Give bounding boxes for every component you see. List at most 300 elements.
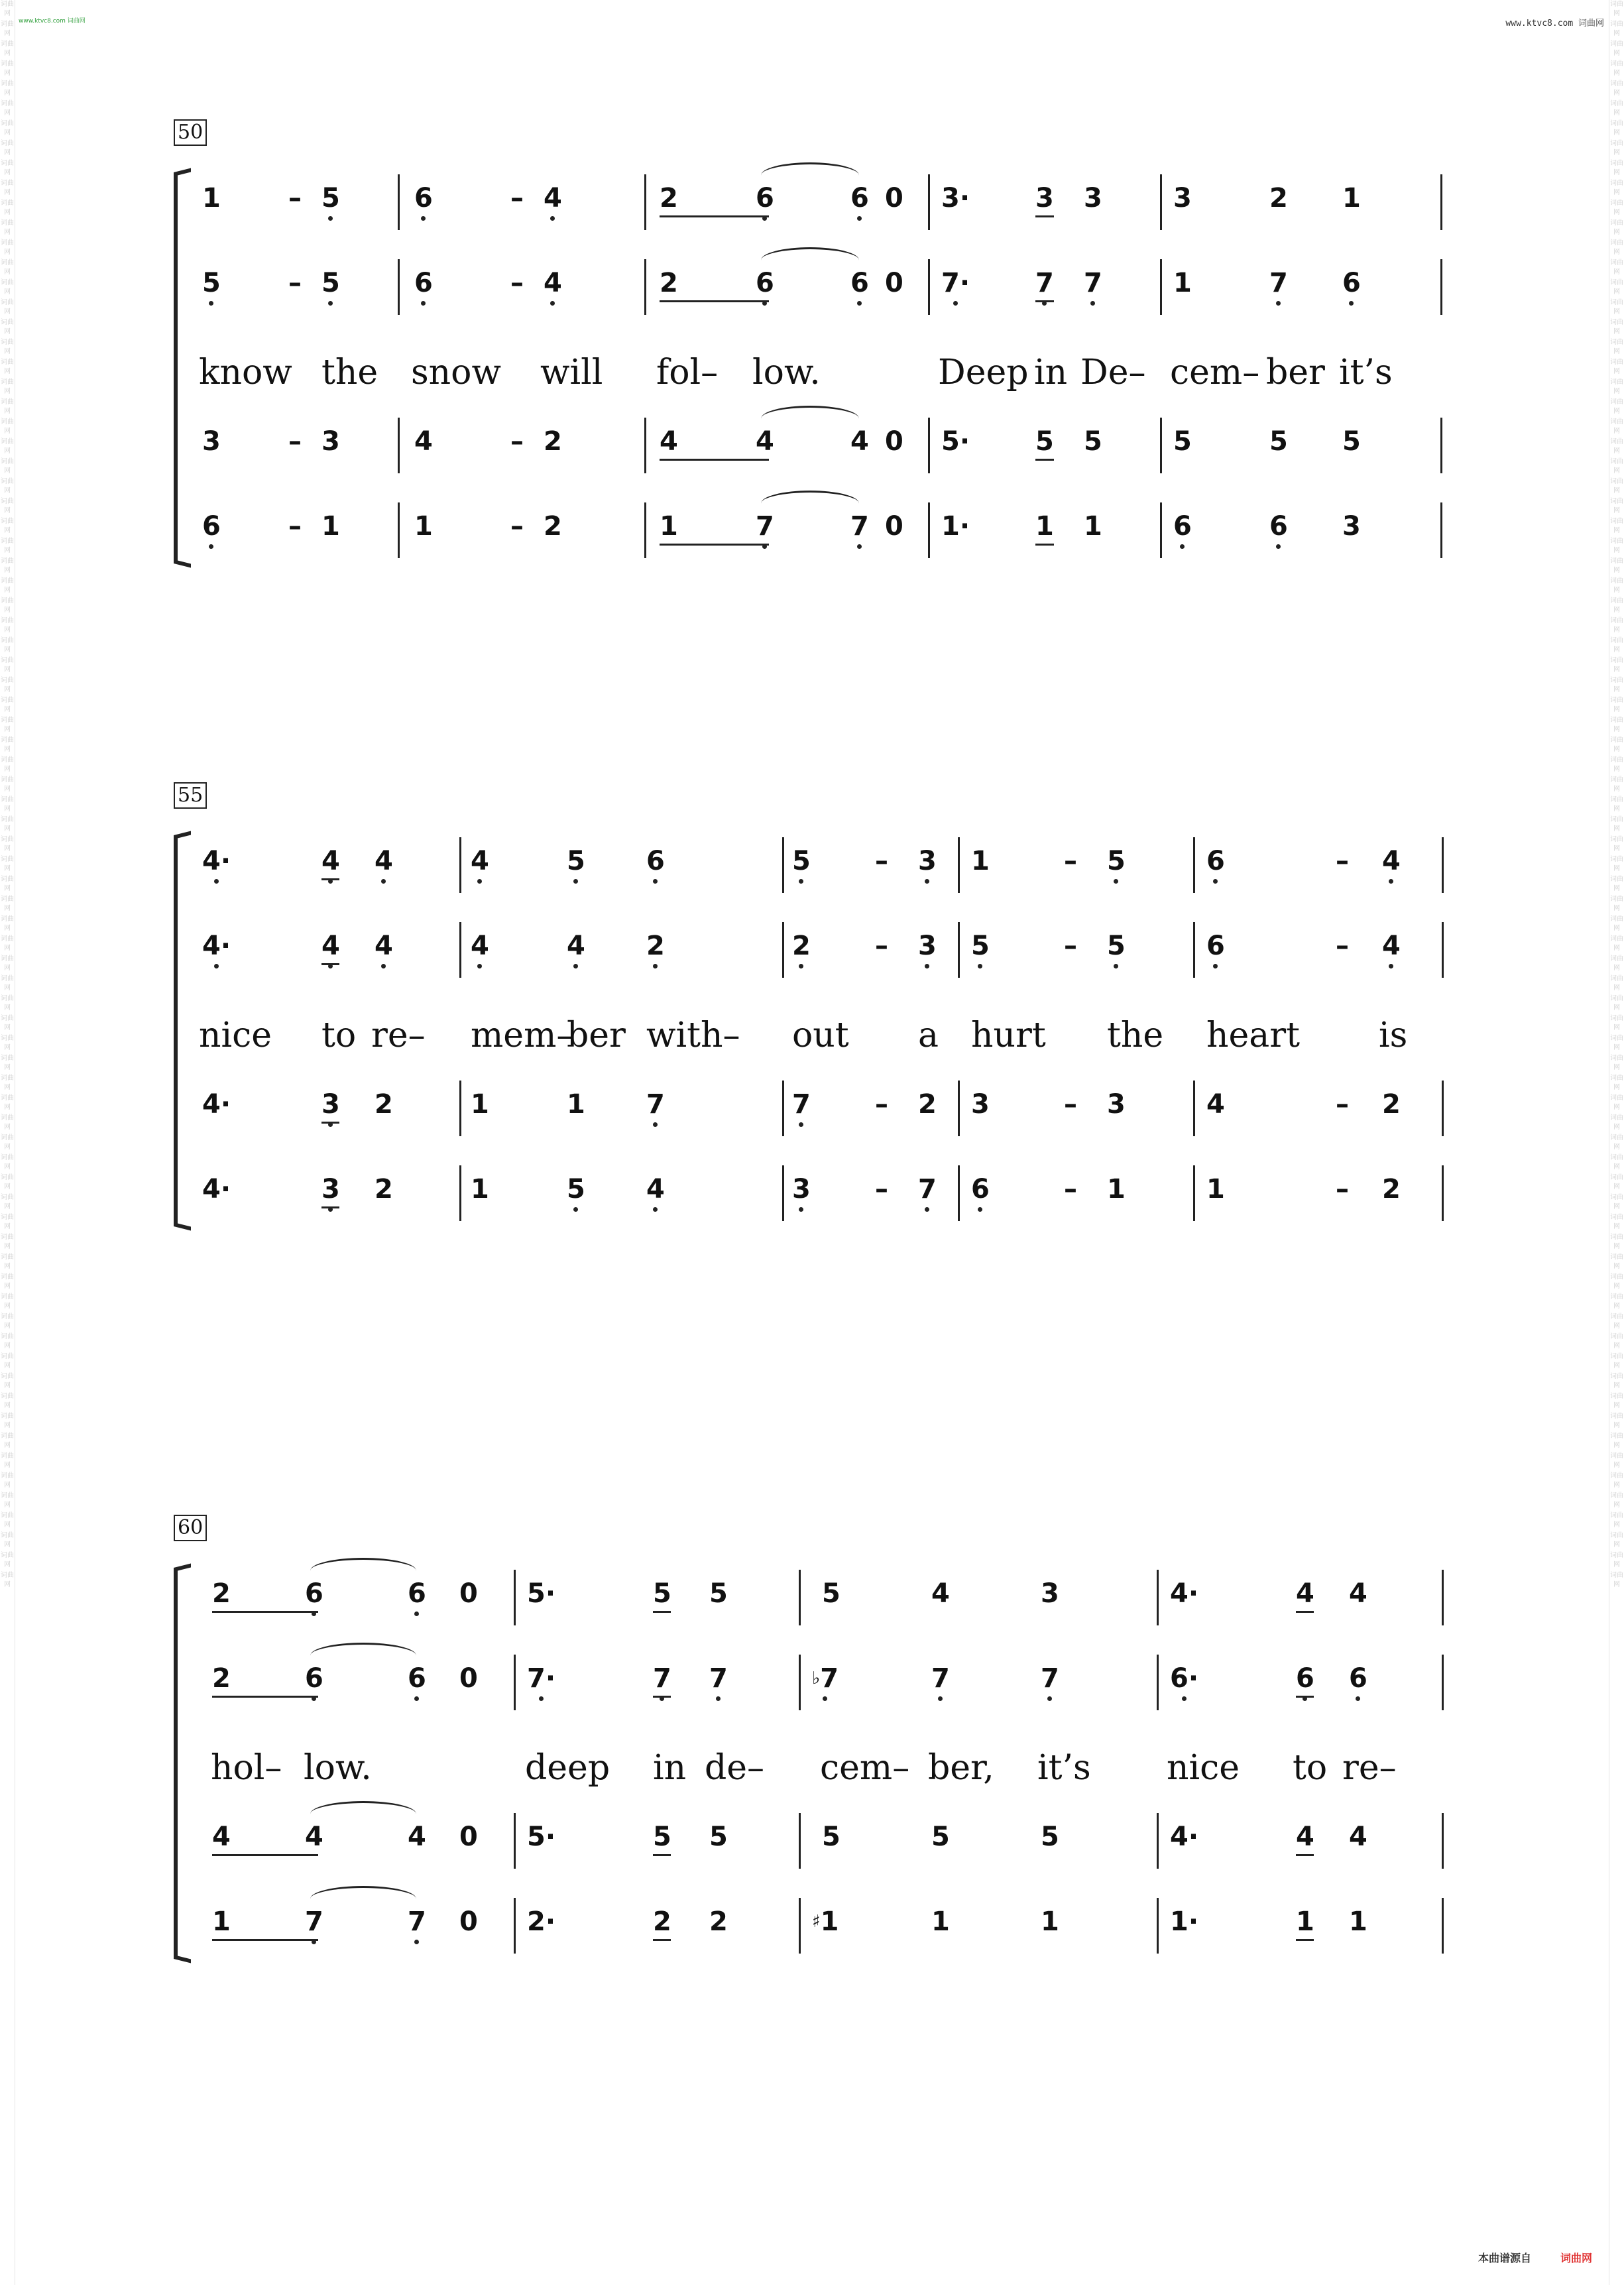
note-digit: 3 <box>918 931 937 961</box>
bar-line <box>799 1655 801 1710</box>
side-watermark-text: 词曲网 <box>1 1055 14 1071</box>
side-watermark-text: 词曲网 <box>1610 896 1623 912</box>
note-digit: 4 <box>321 931 340 961</box>
note-digit: 6 <box>1296 1663 1314 1694</box>
note-digit: – <box>1064 846 1077 876</box>
lyric-syllable: nice <box>1167 1748 1240 1788</box>
side-watermark-text: 词曲网 <box>1 1313 14 1330</box>
side-watermark-text: 词曲网 <box>1610 1313 1623 1330</box>
note-digit: 4· <box>202 1089 231 1120</box>
side-watermark-text: 词曲网 <box>1 21 14 37</box>
beam-underline <box>321 1206 339 1208</box>
side-watermark-text: 词曲网 <box>1 1114 14 1131</box>
side-watermark-text: 词曲网 <box>1610 1293 1623 1310</box>
jianpu-note <box>653 1663 671 1694</box>
note-digit: 3 <box>1342 511 1361 542</box>
note-digit: 4 <box>414 426 433 457</box>
beam-underline <box>212 1696 318 1698</box>
note-digit: 6· <box>1170 1663 1199 1694</box>
note-digit: 6 <box>202 511 221 542</box>
note-digit: 6 <box>971 1174 990 1204</box>
jianpu-note <box>1084 426 1102 457</box>
jianpu-note <box>1107 845 1126 877</box>
note-digit: 4 <box>408 1822 426 1852</box>
jianpu-note <box>212 1578 231 1610</box>
note-digit: 4 <box>660 426 678 457</box>
side-watermark-text: 词曲网 <box>1 1 14 17</box>
side-watermark-text: 词曲网 <box>1610 1055 1623 1071</box>
system-bracket <box>174 172 187 563</box>
bar-line <box>799 1898 801 1954</box>
side-watermark-text: 词曲网 <box>1610 398 1623 415</box>
jianpu-note <box>1269 267 1288 299</box>
note-digit: 3 <box>1173 183 1192 213</box>
side-watermark-text: 词曲网 <box>1610 717 1623 733</box>
jianpu-note <box>885 426 903 457</box>
note-digit: – <box>875 1174 888 1204</box>
note-digit: 1 <box>931 1906 950 1937</box>
side-watermark-text: 词曲网 <box>1610 498 1623 514</box>
side-watermark-text: 词曲网 <box>1610 756 1623 773</box>
side-watermark-text: 词曲网 <box>1 577 14 594</box>
jianpu-note <box>709 1663 728 1694</box>
note-digit: 4· <box>202 846 231 876</box>
side-watermark-text: 词曲网 <box>1610 1393 1623 1409</box>
lyric-syllable: de– <box>705 1748 765 1788</box>
bar-line <box>799 1570 801 1625</box>
jianpu-note <box>646 930 665 962</box>
side-watermark-text: 词曲网 <box>1 1433 14 1449</box>
bar-line <box>1193 1165 1195 1221</box>
side-watermark-text: 词曲网 <box>1 637 14 654</box>
jianpu-note <box>1296 1906 1314 1938</box>
beam-underline <box>660 300 769 302</box>
jianpu-note <box>288 267 302 299</box>
side-watermark-text: 词曲网 <box>1 299 14 316</box>
note-digit: 4· <box>202 931 231 961</box>
side-watermark-text: 词曲网 <box>1 140 14 156</box>
side-watermark-text: 词曲网 <box>1 1015 14 1031</box>
note-digit: 0 <box>885 511 903 542</box>
lyric-syllable: low. <box>304 1748 372 1788</box>
bar-line <box>1442 1813 1444 1869</box>
side-watermark-text: 词曲网 <box>1610 1134 1623 1151</box>
bar-line <box>644 418 646 473</box>
jianpu-note <box>812 1663 839 1694</box>
note-digit: 4 <box>471 931 489 961</box>
bar-line <box>398 502 400 558</box>
jianpu-note <box>212 1821 231 1853</box>
bar-line <box>1157 1655 1159 1710</box>
jianpu-note <box>459 1821 478 1853</box>
jianpu-note <box>375 930 393 962</box>
bar-line <box>799 1813 801 1869</box>
note-digit: – <box>1064 1089 1077 1120</box>
jianpu-note <box>202 845 231 877</box>
note-digit: – <box>288 183 302 213</box>
side-watermark-text: 词曲网 <box>1 518 14 534</box>
side-watermark-text: 词曲网 <box>1610 557 1623 574</box>
note-digit: 5 <box>321 268 340 298</box>
jianpu-note <box>1382 1088 1401 1120</box>
beam-underline <box>212 1854 318 1856</box>
note-digit: 0 <box>885 426 903 457</box>
jianpu-note <box>1064 845 1077 877</box>
side-watermark-text: 词曲网 <box>1 1134 14 1151</box>
note-digit: 6 <box>850 183 869 213</box>
jianpu-note <box>941 426 970 457</box>
bar-line <box>782 1081 784 1136</box>
side-watermark-text: 词曲网 <box>1 876 14 892</box>
jianpu-note <box>822 1821 841 1853</box>
side-watermark-text: 词曲网 <box>1 458 14 475</box>
jianpu-note <box>1206 1173 1225 1205</box>
side-watermark-text: 词曲网 <box>1610 1154 1623 1171</box>
note-digit: 6 <box>305 1578 323 1609</box>
note-digit: 4 <box>850 426 869 457</box>
jianpu-note <box>931 1578 950 1610</box>
jianpu-note <box>471 845 489 877</box>
beam-underline <box>1296 1611 1314 1613</box>
side-watermark-text: 词曲网 <box>1610 1075 1623 1091</box>
jianpu-note <box>471 930 489 962</box>
side-watermark-text: 词曲网 <box>1 180 14 196</box>
note-digit: 1 <box>1296 1906 1314 1937</box>
note-digit: 5 <box>567 846 585 876</box>
side-watermark-text: 词曲网 <box>1610 856 1623 872</box>
jianpu-note <box>202 182 221 214</box>
note-digit: – <box>1336 846 1349 876</box>
tie-arc <box>761 491 859 516</box>
side-watermark-text: 词曲网 <box>1 1492 14 1509</box>
beam-underline <box>1035 300 1054 302</box>
side-watermark-text: 词曲网 <box>1 1273 14 1290</box>
jianpu-note <box>1173 182 1192 214</box>
jianpu-note <box>1296 1821 1314 1853</box>
note-digit: 7 <box>305 1906 323 1937</box>
jianpu-note <box>1349 1906 1367 1938</box>
side-watermark-text: 词曲网 <box>1610 617 1623 634</box>
note-digit: – <box>875 931 888 961</box>
note-digit: 4 <box>1349 1822 1367 1852</box>
side-watermark-text: 词曲网 <box>1 418 14 435</box>
jianpu-note <box>321 267 340 299</box>
jianpu-note <box>1035 267 1054 299</box>
jianpu-note <box>321 510 340 542</box>
side-watermark-text: 词曲网 <box>1 617 14 634</box>
beam-underline <box>653 1854 671 1856</box>
bar-line <box>514 1898 516 1954</box>
side-watermark-text: 词曲网 <box>1610 1015 1623 1031</box>
jianpu-note <box>1084 267 1102 299</box>
side-watermark-text: 词曲网 <box>1 915 14 932</box>
bar-line <box>782 922 784 978</box>
bar-line <box>782 1165 784 1221</box>
bar-line <box>1440 502 1442 558</box>
beam-underline <box>1296 1854 1314 1856</box>
jianpu-note <box>646 1173 665 1205</box>
note-digit: 3 <box>792 1174 811 1204</box>
note-digit: 1 <box>1173 268 1192 298</box>
side-watermark-text: 词曲网 <box>1610 1333 1623 1350</box>
jianpu-note <box>709 1821 728 1853</box>
lyric-syllable: cem– <box>820 1748 910 1788</box>
jianpu-note <box>288 182 302 214</box>
jianpu-note <box>709 1578 728 1610</box>
side-watermark-text: 词曲网 <box>1 1174 14 1191</box>
beam-underline <box>653 1939 671 1941</box>
side-watermark-text: 词曲网 <box>1610 418 1623 435</box>
side-watermark-text: 词曲网 <box>1 319 14 335</box>
note-digit: 6 <box>756 268 774 298</box>
jianpu-note <box>792 1173 811 1205</box>
side-watermark-text: 词曲网 <box>1610 359 1623 375</box>
jianpu-note <box>212 1906 231 1938</box>
side-watermark-text: 词曲网 <box>1610 1472 1623 1489</box>
jianpu-note <box>544 267 562 299</box>
note-digit: 2 <box>544 511 562 542</box>
side-watermark-text: 词曲网 <box>1 80 14 97</box>
note-digit: 6 <box>756 183 774 213</box>
jianpu-note <box>1064 930 1077 962</box>
note-digit: 7· <box>527 1663 556 1694</box>
note-digit: 5 <box>1035 426 1054 457</box>
side-watermark-text: 词曲网 <box>1610 955 1623 972</box>
note-digit: – <box>288 511 302 542</box>
side-watermark-text: 词曲网 <box>1610 995 1623 1012</box>
note-digit: 4 <box>756 426 774 457</box>
side-watermark-text: 词曲网 <box>1610 478 1623 495</box>
note-digit: – <box>875 846 888 876</box>
side-watermark-text: 词曲网 <box>1 1413 14 1429</box>
side-watermark-text: 词曲网 <box>1 379 14 395</box>
note-digit: 7 <box>820 1663 839 1694</box>
note-digit: 5· <box>941 426 970 457</box>
left-watermark-strip <box>0 0 15 2285</box>
side-watermark-text: 词曲网 <box>1 697 14 713</box>
bar-line <box>644 174 646 230</box>
jianpu-note <box>918 1173 937 1205</box>
bar-line <box>398 259 400 315</box>
header-left-watermark: www.ktvc8.com 词曲网 <box>19 18 86 25</box>
note-digit: 5 <box>202 268 221 298</box>
note-digit: 3 <box>321 426 340 457</box>
side-watermark-text: 词曲网 <box>1 975 14 992</box>
note-digit: 6 <box>646 846 665 876</box>
side-watermark-text: 词曲网 <box>1610 876 1623 892</box>
jianpu-note <box>1173 510 1192 542</box>
bar-line <box>1442 922 1444 978</box>
bar-line <box>928 259 930 315</box>
bar-line <box>1193 837 1195 893</box>
side-watermark-text: 词曲网 <box>1610 339 1623 355</box>
note-digit: 2 <box>660 268 678 298</box>
side-watermark-text: 词曲网 <box>1 1254 14 1270</box>
side-watermark-text: 词曲网 <box>1 1552 14 1568</box>
jianpu-note <box>414 267 433 299</box>
jianpu-note <box>709 1906 728 1938</box>
jianpu-note <box>1349 1663 1367 1694</box>
side-watermark-text: 词曲网 <box>1 398 14 415</box>
side-watermark-text: 词曲网 <box>1 1094 14 1111</box>
tie-arc <box>310 1801 416 1827</box>
lyric-syllable: hol– <box>211 1748 282 1788</box>
side-watermark-text: 词曲网 <box>1 796 14 813</box>
beam-underline <box>321 963 339 965</box>
note-digit: 7 <box>646 1089 665 1120</box>
bar-line <box>459 1165 461 1221</box>
jianpu-note <box>812 1906 839 1938</box>
note-digit: 4· <box>1170 1578 1199 1609</box>
footer-brand-label: 词曲网 <box>1560 2252 1592 2264</box>
side-watermark-text: 词曲网 <box>1 597 14 614</box>
beam-underline <box>1296 1939 1314 1941</box>
note-digit: 3 <box>321 1089 340 1120</box>
note-digit: – <box>288 268 302 298</box>
side-watermark-text: 词曲网 <box>1 856 14 872</box>
side-watermark-text: 词曲网 <box>1610 1433 1623 1449</box>
note-digit: 1· <box>1170 1906 1199 1937</box>
bar-line <box>958 922 960 978</box>
note-digit: 2 <box>544 426 562 457</box>
jianpu-note <box>544 510 562 542</box>
side-watermark-text: 词曲网 <box>1 1353 14 1370</box>
note-digit: 5 <box>653 1822 671 1852</box>
lyric-syllable: snow <box>411 353 501 392</box>
side-watermark-text: 词曲网 <box>1 40 14 57</box>
note-digit: 2 <box>212 1663 231 1694</box>
system-bracket <box>174 835 187 1226</box>
jianpu-note <box>1382 930 1401 962</box>
bar-line <box>514 1570 516 1625</box>
side-watermark-text: 词曲网 <box>1610 657 1623 674</box>
note-digit: 3 <box>202 426 221 457</box>
note-digit: 3 <box>1041 1578 1059 1609</box>
side-watermark-text: 词曲网 <box>1610 697 1623 713</box>
jianpu-note <box>1107 1173 1126 1205</box>
bar-line <box>958 1081 960 1136</box>
side-watermark-text: 词曲网 <box>1610 1254 1623 1270</box>
side-watermark-text: 词曲网 <box>1610 1273 1623 1290</box>
note-digit: 2 <box>1382 1089 1401 1120</box>
bar-line <box>398 174 400 230</box>
bar-line <box>644 502 646 558</box>
note-digit: 0 <box>459 1578 478 1609</box>
side-watermark-text: 词曲网 <box>1610 935 1623 952</box>
note-digit: 6 <box>414 268 433 298</box>
side-watermark-text: 词曲网 <box>1610 1492 1623 1509</box>
jianpu-note <box>660 182 678 214</box>
bar-line <box>1193 1081 1195 1136</box>
side-watermark-text: 词曲网 <box>1610 299 1623 316</box>
bar-line <box>1440 418 1442 473</box>
bar-line <box>1442 1570 1444 1625</box>
side-watermark-text: 词曲网 <box>1 955 14 972</box>
side-watermark-text: 词曲网 <box>1610 219 1623 236</box>
note-digit: 5 <box>792 846 811 876</box>
note-digit: 1 <box>660 511 678 542</box>
side-watermark-text: 词曲网 <box>1610 975 1623 992</box>
side-watermark-text: 词曲网 <box>1610 100 1623 117</box>
side-watermark-text: 词曲网 <box>1610 1512 1623 1529</box>
side-watermark-text: 词曲网 <box>1610 319 1623 335</box>
jianpu-note <box>202 267 221 299</box>
jianpu-note <box>971 930 990 962</box>
tie-arc <box>761 247 859 273</box>
note-digit: 2 <box>792 931 811 961</box>
note-digit: 0 <box>459 1906 478 1937</box>
lyric-syllable: it’s <box>1339 353 1393 392</box>
bar-line <box>514 1655 516 1710</box>
lyric-syllable: re– <box>371 1016 426 1055</box>
side-watermark-text: 词曲网 <box>1610 776 1623 793</box>
beam-underline <box>653 1611 671 1613</box>
side-watermark-text: 词曲网 <box>1610 1174 1623 1191</box>
jianpu-note <box>1349 1578 1367 1610</box>
jianpu-note <box>321 930 340 962</box>
bar-line <box>1160 174 1162 230</box>
note-digit: 5 <box>1107 846 1126 876</box>
right-watermark-strip <box>1609 0 1624 2285</box>
jianpu-note <box>567 845 585 877</box>
jianpu-note <box>1173 267 1192 299</box>
jianpu-note <box>646 845 665 877</box>
note-digit: 2 <box>653 1906 671 1937</box>
jianpu-note <box>792 845 811 877</box>
beam-underline <box>1035 215 1054 217</box>
side-watermark-text: 词曲网 <box>1 1512 14 1529</box>
note-digit: 1 <box>414 511 433 542</box>
side-watermark-text: 词曲网 <box>1 557 14 574</box>
note-digit: 0 <box>885 268 903 298</box>
jianpu-note <box>375 1088 393 1120</box>
note-digit: 4 <box>931 1578 950 1609</box>
lyric-syllable: in <box>1034 353 1068 392</box>
side-watermark-text: 词曲网 <box>1 239 14 256</box>
side-watermark-text: 词曲网 <box>1610 80 1623 97</box>
jianpu-note <box>885 267 903 299</box>
beam-underline <box>1035 544 1054 546</box>
lyric-syllable: to <box>321 1016 357 1055</box>
side-watermark-text: 词曲网 <box>1610 796 1623 813</box>
side-watermark-text: 词曲网 <box>1610 1353 1623 1370</box>
note-digit: – <box>1064 1174 1077 1204</box>
side-watermark-text: 词曲网 <box>1610 1214 1623 1230</box>
note-digit: – <box>1064 931 1077 961</box>
lyric-syllable: the <box>321 353 378 392</box>
lyric-syllable: with– <box>646 1016 740 1055</box>
note-digit: 1 <box>1349 1906 1367 1937</box>
jianpu-note <box>321 426 340 457</box>
side-watermark-text: 词曲网 <box>1 359 14 375</box>
note-digit: – <box>510 183 524 213</box>
side-watermark-text: 词曲网 <box>1 1154 14 1171</box>
jianpu-note <box>321 1088 340 1120</box>
note-digit: – <box>510 268 524 298</box>
note-digit: 2 <box>1269 183 1288 213</box>
bar-line <box>928 418 930 473</box>
side-watermark-text: 词曲网 <box>1610 160 1623 176</box>
side-watermark-text: 词曲网 <box>1610 915 1623 932</box>
jianpu-note <box>1084 182 1102 214</box>
side-watermark-text: 词曲网 <box>1 1035 14 1051</box>
note-digit: – <box>875 1089 888 1120</box>
beam-underline <box>212 1939 318 1941</box>
note-digit: 2 <box>375 1089 393 1120</box>
note-digit: 5· <box>527 1578 556 1609</box>
bar-line <box>1160 418 1162 473</box>
jianpu-note <box>1269 182 1288 214</box>
